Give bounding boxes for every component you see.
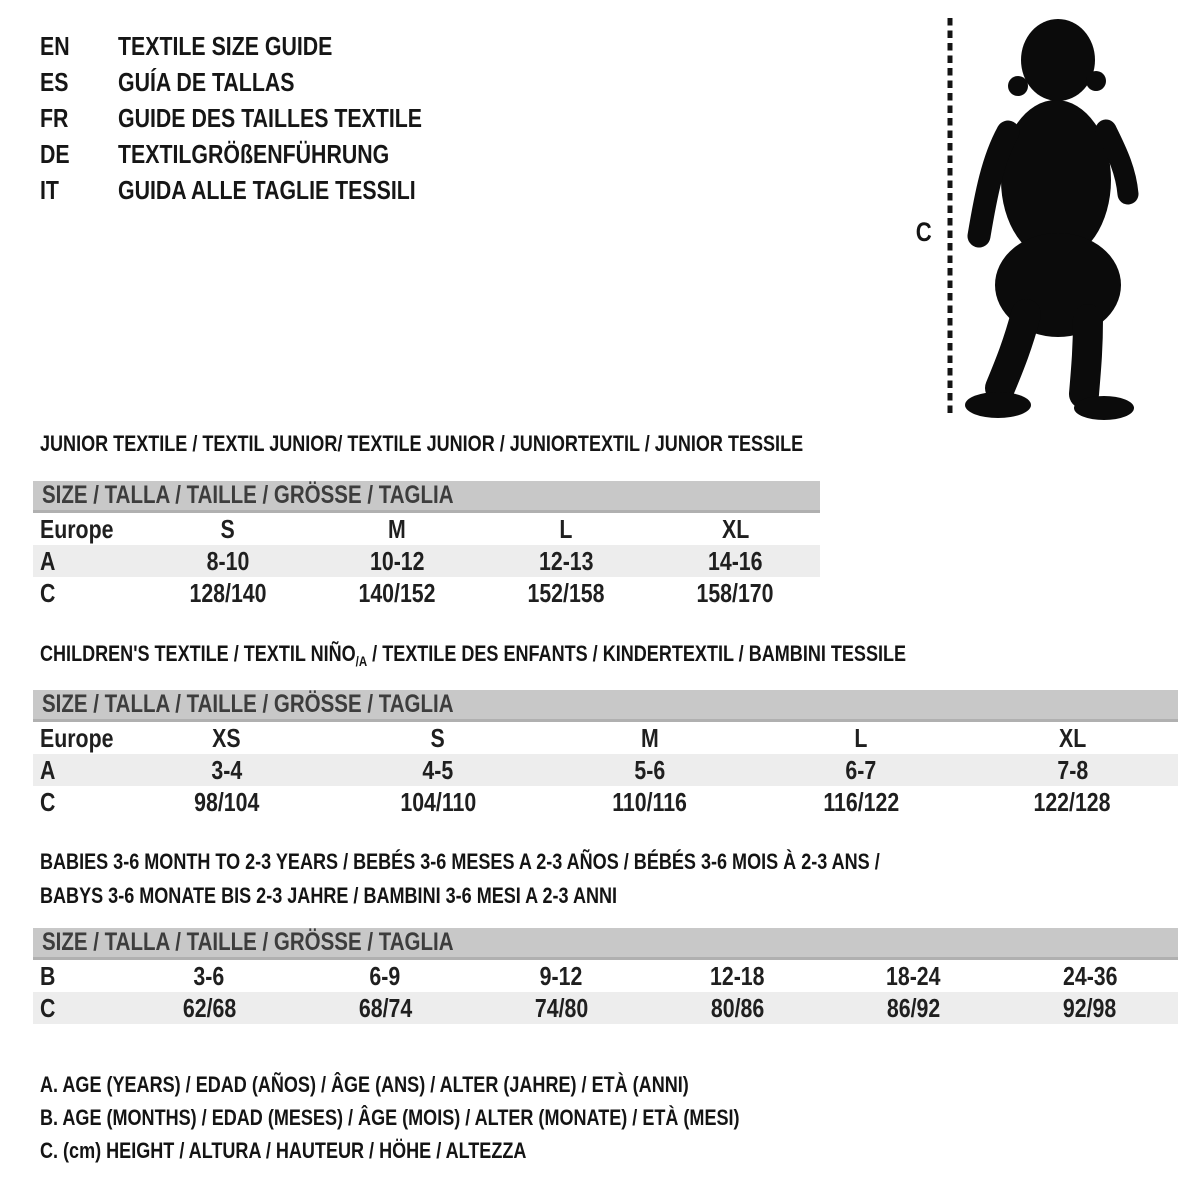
age-cell bbox=[332, 755, 543, 786]
babies-size-table bbox=[33, 928, 1178, 1024]
row-label bbox=[33, 993, 121, 1024]
children-title-pre: CHILDREN'S TEXTILE / TEXTIL NIÑO bbox=[40, 641, 356, 666]
babies-section-title bbox=[40, 845, 1064, 913]
height-cell-text: 122/128 bbox=[1033, 786, 1111, 817]
age-cell-text: 3-4 bbox=[211, 754, 243, 785]
size-cell-text: L bbox=[854, 722, 868, 753]
guide-title bbox=[118, 139, 489, 170]
height-cell bbox=[312, 578, 481, 609]
height-cell-text: 104/110 bbox=[400, 786, 477, 817]
babies-title-line1-text: BABIES 3-6 MONTH TO 2-3 YEARS / BEBÉS 3-6 MESES A 2-3 AÑOS / BÉBÉS 3-6 MOIS À 2-3 ANS / bbox=[40, 849, 880, 874]
height-cell-text: 80/86 bbox=[710, 992, 765, 1023]
months-cell bbox=[826, 961, 1002, 992]
row-label-text: Europe bbox=[40, 722, 114, 753]
size-table-header bbox=[33, 928, 1178, 960]
junior-section-title-text: JUNIOR TEXTILE / TEXTIL JUNIOR/ TEXTILE JUNIOR / JUNIORTEXTIL / JUNIOR TESSILE bbox=[40, 431, 804, 456]
language-code bbox=[40, 31, 118, 62]
guide-title-text: TEXTILGRÖßENFÜHRUNG bbox=[118, 138, 390, 169]
size-cell bbox=[651, 514, 820, 545]
language-row-es bbox=[40, 64, 489, 100]
height-cell bbox=[121, 993, 297, 1024]
size-cell-text: M bbox=[640, 722, 659, 753]
table-row-europe bbox=[33, 513, 820, 545]
language-title-block bbox=[40, 28, 489, 208]
language-code-text: ES bbox=[40, 66, 69, 97]
height-cell bbox=[473, 993, 649, 1024]
height-cell-text: 116/122 bbox=[822, 786, 899, 817]
table-row-europe bbox=[33, 722, 1178, 754]
table-row-age bbox=[33, 545, 820, 577]
children-title-post: / TEXTILE DES ENFANTS / KINDERTEXTIL / BAMBINI TESSILE bbox=[367, 641, 907, 666]
age-cell bbox=[967, 755, 1178, 786]
legend-line-c-text: C. (cm) HEIGHT / ALTURA / HAUTEUR / HÖHE / ALTEZZA bbox=[40, 1137, 527, 1163]
table-row-height bbox=[33, 786, 1178, 818]
children-size-table bbox=[33, 690, 1178, 818]
size-cell-text: XL bbox=[721, 513, 749, 544]
measure-legend bbox=[40, 1068, 893, 1167]
age-cell-text: 8-10 bbox=[206, 545, 249, 576]
age-cell-text: 5-6 bbox=[634, 754, 665, 785]
row-label-text: C bbox=[40, 577, 56, 608]
height-cell-text: 74/80 bbox=[534, 992, 589, 1023]
legend-line-c bbox=[40, 1134, 893, 1167]
children-section-title bbox=[40, 643, 1096, 667]
language-code bbox=[40, 139, 118, 170]
children-title-subscript: /A bbox=[355, 653, 368, 669]
months-cell-text: 3-6 bbox=[193, 960, 225, 991]
height-measure-label-text: C bbox=[915, 217, 932, 247]
age-cell bbox=[482, 546, 651, 577]
age-cell bbox=[544, 755, 755, 786]
row-label-text: B bbox=[40, 960, 56, 991]
months-cell bbox=[1002, 961, 1178, 992]
size-cell bbox=[755, 723, 966, 754]
language-row-en bbox=[40, 28, 489, 64]
babies-title-line1 bbox=[40, 845, 1064, 879]
height-cell bbox=[332, 787, 543, 818]
age-cell-text: 10-12 bbox=[369, 545, 425, 576]
months-cell bbox=[650, 961, 826, 992]
size-cell-text: XL bbox=[1058, 722, 1086, 753]
junior-section-title bbox=[40, 433, 971, 455]
height-cell bbox=[297, 993, 473, 1024]
babies-title-line2-text: BABYS 3-6 MONATE BIS 2-3 JAHRE / BAMBINI 3-6 MESI A 2-3 ANNI bbox=[40, 883, 618, 908]
row-label bbox=[33, 546, 143, 577]
age-cell bbox=[312, 546, 481, 577]
row-label bbox=[33, 787, 121, 818]
height-cell bbox=[544, 787, 755, 818]
height-cell-text: 128/140 bbox=[189, 577, 267, 608]
row-label bbox=[33, 723, 121, 754]
size-table-header-text: SIZE / TALLA / TAILLE / GRÖSSE / TAGLIA bbox=[42, 690, 454, 718]
language-code-text: IT bbox=[40, 174, 59, 205]
size-table-header bbox=[33, 690, 1178, 722]
size-table-header bbox=[33, 481, 820, 513]
size-table-header-text: SIZE / TALLA / TAILLE / GRÖSSE / TAGLIA bbox=[42, 481, 454, 509]
months-cell-text: 9-12 bbox=[540, 960, 583, 991]
age-cell-text: 4-5 bbox=[422, 754, 454, 785]
size-cell-text: S bbox=[220, 513, 235, 544]
legend-line-a-text: A. AGE (YEARS) / EDAD (AÑOS) / ÂGE (ANS) / ALTER (JAHRE) / ETÀ (ANNI) bbox=[40, 1071, 689, 1097]
height-cell bbox=[650, 993, 826, 1024]
row-label-text: A bbox=[40, 545, 56, 576]
height-measure-label bbox=[914, 219, 934, 246]
size-cell-text: S bbox=[430, 722, 446, 753]
babies-title-line2 bbox=[40, 879, 1064, 913]
language-code-text: DE bbox=[40, 138, 70, 169]
age-cell-text: 14-16 bbox=[708, 545, 763, 576]
size-cell bbox=[482, 514, 651, 545]
language-row-de bbox=[40, 136, 489, 172]
height-cell bbox=[121, 787, 332, 818]
row-label-text: C bbox=[40, 992, 56, 1023]
row-label-text: C bbox=[40, 786, 56, 817]
size-cell bbox=[332, 723, 543, 754]
months-cell-text: 12-18 bbox=[710, 960, 765, 991]
guide-title-text: TEXTILE SIZE GUIDE bbox=[118, 30, 333, 61]
language-code bbox=[40, 67, 118, 98]
row-label bbox=[33, 578, 143, 609]
months-cell-text: 6-9 bbox=[369, 960, 401, 991]
table-row-height bbox=[33, 992, 1178, 1024]
months-cell bbox=[121, 961, 297, 992]
size-cell bbox=[967, 723, 1178, 754]
height-cell bbox=[967, 787, 1178, 818]
height-cell bbox=[826, 993, 1002, 1024]
size-cell bbox=[143, 514, 312, 545]
age-cell-text: 7-8 bbox=[1056, 754, 1088, 785]
language-row-fr bbox=[40, 100, 489, 136]
size-cell bbox=[312, 514, 481, 545]
months-cell-text: 18-24 bbox=[886, 960, 941, 991]
language-code bbox=[40, 103, 118, 134]
row-label-text: Europe bbox=[40, 513, 114, 544]
height-cell-text: 152/158 bbox=[527, 577, 605, 608]
size-cell bbox=[544, 723, 755, 754]
height-cell-text: 62/68 bbox=[182, 992, 236, 1023]
guide-title bbox=[118, 175, 489, 206]
row-label bbox=[33, 514, 143, 545]
height-cell-text: 98/104 bbox=[194, 786, 260, 817]
age-cell bbox=[121, 755, 332, 786]
table-row-height bbox=[33, 577, 820, 609]
age-cell bbox=[143, 546, 312, 577]
table-row-age bbox=[33, 754, 1178, 786]
months-cell bbox=[297, 961, 473, 992]
row-label-text: A bbox=[40, 754, 56, 785]
table-row-months bbox=[33, 960, 1178, 992]
height-cell-text: 68/74 bbox=[358, 992, 412, 1023]
guide-title-text: GUIDE DES TAILLES TEXTILE bbox=[118, 102, 423, 133]
language-row-it bbox=[40, 172, 489, 208]
age-cell bbox=[651, 546, 820, 577]
age-cell-text: 12-13 bbox=[538, 545, 594, 576]
baby-silhouette-figure bbox=[938, 14, 1150, 424]
size-table-header-text: SIZE / TALLA / TAILLE / GRÖSSE / TAGLIA bbox=[42, 928, 454, 956]
toddler-silhouette bbox=[965, 19, 1134, 420]
months-cell-text: 24-36 bbox=[1062, 960, 1118, 991]
junior-size-table bbox=[33, 481, 820, 609]
height-cell-text: 92/98 bbox=[1063, 992, 1117, 1023]
months-cell bbox=[473, 961, 649, 992]
size-cell-text: L bbox=[559, 513, 573, 544]
size-cell-text: M bbox=[387, 513, 406, 544]
row-label bbox=[33, 755, 121, 786]
legend-line-b-text: B. AGE (MONTHS) / EDAD (MESES) / ÂGE (MOIS) / ALTER (MONATE) / ETÀ (MESI) bbox=[40, 1104, 740, 1130]
height-cell bbox=[651, 578, 820, 609]
guide-title bbox=[118, 31, 489, 62]
language-code-text: FR bbox=[40, 102, 69, 133]
height-cell-text: 158/170 bbox=[696, 577, 774, 608]
height-cell-text: 86/92 bbox=[887, 992, 941, 1023]
height-cell-text: 110/116 bbox=[612, 786, 687, 817]
legend-line-a bbox=[40, 1068, 893, 1101]
height-cell-text: 140/152 bbox=[358, 577, 436, 608]
height-cell bbox=[143, 578, 312, 609]
size-cell-text: XS bbox=[212, 722, 241, 753]
height-cell bbox=[482, 578, 651, 609]
height-cell bbox=[755, 787, 966, 818]
children-section-title-text bbox=[40, 643, 906, 667]
height-cell bbox=[1002, 993, 1178, 1024]
guide-title bbox=[118, 103, 489, 134]
legend-line-b bbox=[40, 1101, 893, 1134]
language-code-text: EN bbox=[40, 30, 70, 61]
guide-title-text: GUIDA ALLE TAGLIE TESSILI bbox=[118, 174, 416, 205]
guide-title bbox=[118, 67, 489, 98]
age-cell-text: 6-7 bbox=[845, 754, 877, 785]
row-label bbox=[33, 961, 121, 992]
language-code bbox=[40, 175, 118, 206]
age-cell bbox=[755, 755, 966, 786]
guide-title-text: GUÍA DE TALLAS bbox=[118, 66, 295, 97]
size-cell bbox=[121, 723, 332, 754]
